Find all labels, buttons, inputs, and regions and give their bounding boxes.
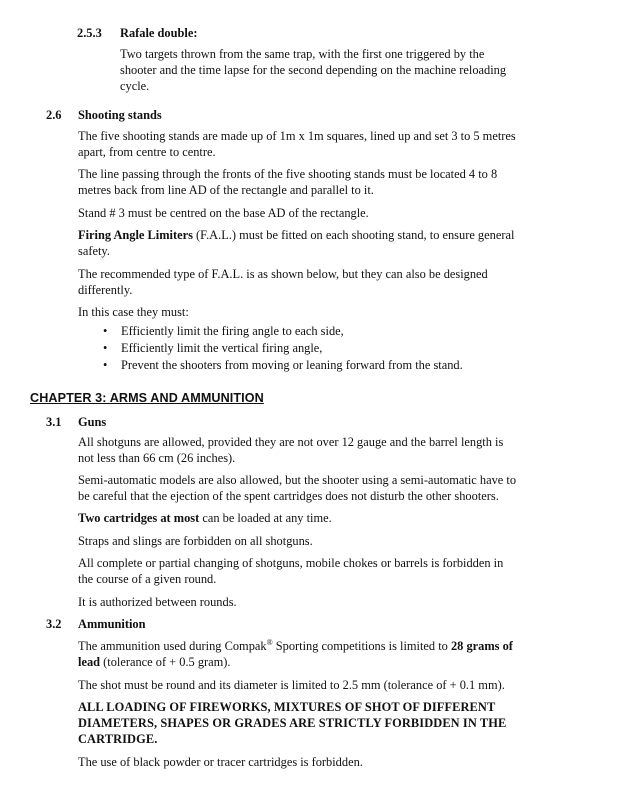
list-item bbox=[103, 341, 463, 358]
guns-p4: Straps and slings are forbidden on all shotguns. bbox=[78, 534, 313, 548]
section-number-2-6: 2.6 bbox=[46, 108, 62, 122]
section-title-rafale-double: Rafale double: bbox=[120, 26, 198, 40]
guns-p3 bbox=[78, 511, 332, 527]
section-title-ammunition: Ammunition bbox=[78, 617, 146, 631]
guns-p3-rest: can be loaded at any time. bbox=[199, 511, 332, 525]
bullet-text: Efficiently limit the firing angle to each side, bbox=[121, 324, 344, 338]
stands-p4-rest: (F.A.L.) must be fitted on each shooting stand, to ensure general bbox=[192, 228, 515, 242]
rafale-text-line-2: shooter and the time lapse for the second depending on the machine reloading bbox=[120, 63, 507, 77]
stands-p4-line-1 bbox=[78, 228, 514, 244]
ammo-p4: The use of black powder or tracer cartridges is forbidden. bbox=[78, 755, 363, 769]
bullet-icon: • bbox=[103, 358, 108, 372]
stands-p1-line-1: The five shooting stands are made up of 1m x 1m squares, lined up and set 3 to 5 metres bbox=[78, 129, 516, 143]
guns-p5-line-2: the course of a given round. bbox=[78, 572, 217, 586]
ammo-warning-line-2: DIAMETERS, SHAPES OR GRADES ARE STRICTLY FORBIDDEN IN THE bbox=[78, 716, 507, 730]
section-title-guns: Guns bbox=[78, 415, 107, 429]
stands-p1-line-2: apart, from centre to centre. bbox=[78, 145, 216, 159]
stands-p2-line-2: metres back from line AD of the rectangle and parallel to it. bbox=[78, 183, 374, 197]
guns-p2-line-1: Semi-automatic models are also allowed, but the shooter using a semi-automatic have to bbox=[78, 473, 517, 487]
section-number-3-1: 3.1 bbox=[46, 415, 62, 429]
list-item bbox=[103, 358, 463, 375]
ammo-p1-text-c: (tolerance of + 0.5 gram). bbox=[100, 655, 231, 669]
bullet-text: Prevent the shooters from moving or leaning forward from the stand. bbox=[121, 358, 463, 372]
stands-p2-line-1: The line passing through the fronts of the five shooting stands must be located 4 to 8 bbox=[78, 167, 498, 181]
chapter-heading: CHAPTER 3: ARMS AND AMMUNITION bbox=[30, 391, 264, 405]
stands-p4-line-2: safety. bbox=[78, 244, 110, 258]
registered-mark: ® bbox=[266, 637, 273, 647]
stands-p5-line-2: differently. bbox=[78, 283, 133, 297]
stands-p5-line-1: The recommended type of F.A.L. is as shown below, but they can also be designed bbox=[78, 267, 488, 281]
guns-p2-line-2: be careful that the ejection of the spent cartridges does not disturb the other shooters. bbox=[78, 489, 499, 503]
rafale-text-line-3: cycle. bbox=[120, 79, 150, 93]
section-number-3-2: 3.2 bbox=[46, 617, 62, 631]
stands-p6: In this case they must: bbox=[78, 305, 189, 319]
stands-p3: Stand # 3 must be centred on the base AD of the rectangle. bbox=[78, 206, 369, 220]
fal-requirements-list bbox=[103, 324, 463, 375]
ammo-warning-line-1: ALL LOADING OF FIREWORKS, MIXTURES OF SHOT OF DIFFERENT bbox=[78, 700, 496, 714]
fal-bold-term: Firing Angle Limiters bbox=[78, 228, 193, 242]
bullet-text: Efficiently limit the vertical firing angle, bbox=[121, 341, 323, 355]
list-item bbox=[103, 324, 463, 341]
section-title-shooting-stands: Shooting stands bbox=[78, 108, 162, 122]
guns-p1-line-1: All shotguns are allowed, provided they are not over 12 gauge and the barrel length is bbox=[78, 435, 504, 449]
bullet-icon: • bbox=[103, 324, 108, 338]
section-number-2-5-3: 2.5.3 bbox=[77, 26, 102, 40]
bullet-icon: • bbox=[103, 341, 108, 355]
rafale-text-line-1: Two targets thrown from the same trap, with the first one triggered by the bbox=[120, 47, 485, 61]
ammo-p1-bold: 28 grams of bbox=[450, 639, 513, 653]
guns-p3-bold: Two cartridges at most bbox=[78, 511, 200, 525]
ammo-p1-text-a: The ammunition used during Compak bbox=[78, 639, 267, 653]
ammo-p1-line-2 bbox=[78, 655, 231, 671]
guns-p6: It is authorized between rounds. bbox=[78, 595, 237, 609]
ammo-p1-bold-lead: lead bbox=[78, 655, 101, 669]
ammo-p2: The shot must be round and its diameter is limited to 2.5 mm (tolerance of + 0.1 mm). bbox=[78, 678, 505, 692]
ammo-p1-line-1 bbox=[78, 639, 513, 655]
guns-p1-line-2: not less than 66 cm (26 inches). bbox=[78, 451, 236, 465]
ammo-warning-line-3: CARTRIDGE. bbox=[78, 732, 158, 746]
ammo-p1-text-b: Sporting competitions is limited to bbox=[272, 639, 451, 653]
guns-p5-line-1: All complete or partial changing of shotguns, mobile chokes or barrels is forbidden in bbox=[78, 556, 504, 570]
